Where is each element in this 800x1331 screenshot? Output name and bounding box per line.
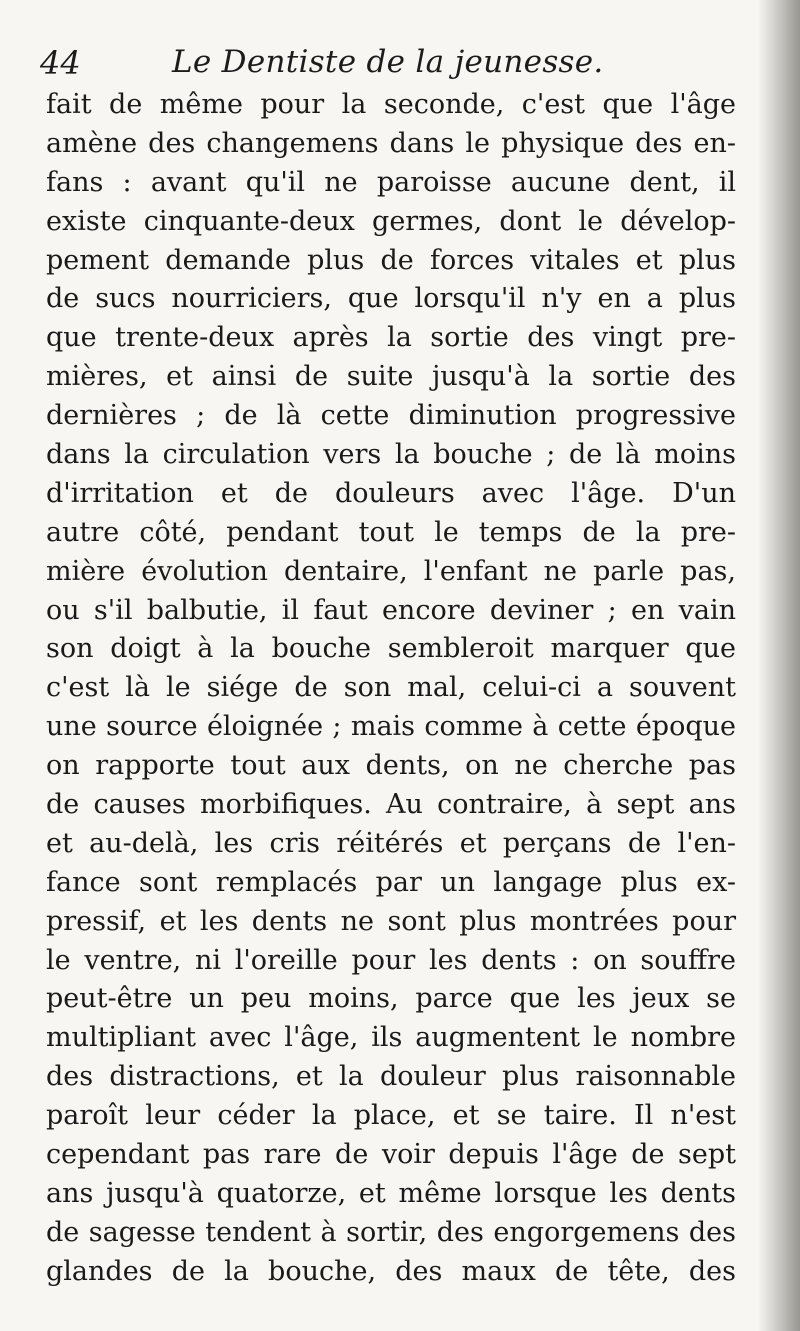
page-gutter-shadow	[758, 0, 800, 1331]
text-line: paroît leur céder la place, et se taire. Il n'est	[46, 1100, 736, 1132]
text-line: peut-être un peu moins, parce que les jeux se	[46, 983, 736, 1015]
text-line: mières, et ainsi de suite jusqu'à la sortie des	[46, 361, 736, 393]
text-line: une source éloignée ; mais comme à cette époque	[46, 711, 736, 743]
text-line: autre côté, pendant tout le temps de la pre-	[46, 516, 736, 548]
text-line: dans la circulation vers la bouche ; de là moins	[46, 439, 736, 471]
text-line: de sagesse tendent à sortir, des engorgemens des	[46, 1216, 736, 1248]
text-line: de causes morbifiques. Au contraire, à sept ans	[46, 789, 736, 821]
text-line: fait de même pour la seconde, c'est que l'âge	[46, 89, 736, 120]
text-line: pement demande plus de forces vitales et plus	[46, 244, 736, 276]
text-line: ou s'il balbutie, il faut encore deviner ; en vain	[46, 594, 736, 626]
text-line: ans jusqu'à quatorze, et même lorsque les dents	[46, 1177, 736, 1209]
text-line: son doigt à la bouche sembleroit marquer que	[46, 633, 736, 665]
running-title: Le Dentiste de la jeunesse.	[172, 44, 604, 80]
text-line: existe cinquante-deux germes, dont le dévelop-	[46, 205, 736, 237]
text-line: dernières ; de là cette diminution progressive	[46, 400, 736, 432]
text-line: mière évolution dentaire, l'enfant ne parle pas,	[46, 555, 736, 587]
text-line: de sucs nourriciers, que lorsqu'il n'y en a plus	[46, 283, 736, 315]
text-line: on rapporte tout aux dents, on ne cherche pas	[46, 750, 736, 782]
text-line: fance sont remplacés par un langage plus ex-	[46, 866, 736, 898]
body-text	[46, 86, 736, 1292]
text-line: des distractions, et la douleur plus raisonnable	[46, 1061, 736, 1093]
text-line: et au-delà, les cris réitérés et perçans de l'en-	[46, 827, 736, 859]
text-line: fans : avant qu'il ne paroisse aucune dent, il	[46, 166, 736, 198]
text-line: c'est là le siége de son mal, celui-ci a souvent	[46, 672, 736, 704]
text-line: amène des changemens dans le physique des en-	[46, 127, 736, 159]
text-line: multipliant avec l'âge, ils augmentent le nombre	[46, 1022, 736, 1054]
text-line: le ventre, ni l'oreille pour les dents : on souffre	[46, 944, 736, 976]
text-line: d'irritation et de douleurs avec l'âge. D'un	[46, 477, 736, 509]
page-number: 44	[40, 44, 81, 82]
text-line: que trente-deux après la sortie des vingt pre-	[46, 322, 736, 354]
text-line: glandes de la bouche, des maux de tête, des	[46, 1255, 736, 1287]
text-line: cependant pas rare de voir depuis l'âge de sept	[46, 1139, 736, 1171]
text-line: pressif, et les dents ne sont plus montrées pour	[46, 905, 736, 937]
